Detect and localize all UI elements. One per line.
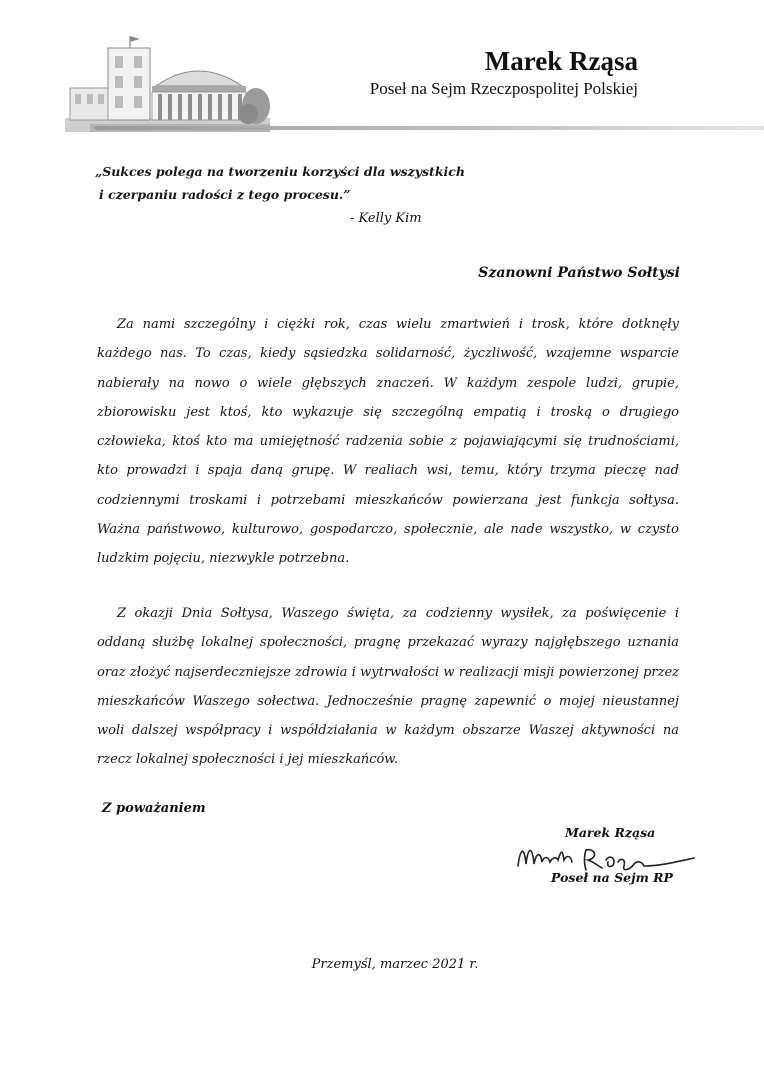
quote-line-2: i czerpaniu radości z tego procesu.” <box>99 187 351 202</box>
paragraph-1-text: Za nami szczególny i ciężki rok, czas wielu zmartwień i trosk, które dotknęły każdego nas. To czas, kiedy sąsiedzka solidarność, życzliwość, wzajemne wsparcie nabierały na nowo o wiele głębszych znaczeń. W każdym zespole ludzi, grupie, zbiorowisku jest ktoś, kto wykazuje się szczególną empatią i troską o drugiego człowieka, ktoś kto ma umiejętność radzenia sobie z pojawiającymi się trudnościami, kto prowadzi i spaja daną grupę. W realiach wsi, temu, który trzyma pieczę nad codziennymi troskami i potrzebami mieszkańców powierzana jest funkcja sołtysa. Ważna państwowo, kulturowo, gospodarczo, społecznie, ale nade wszystko, w czysto ludzkim pojęciu, niezwykle potrzebna. <box>97 317 679 567</box>
salutation: Szanowni Państwo Sołtysi <box>478 265 680 281</box>
letterhead-rule <box>95 126 764 130</box>
signatory-role: Poseł na Sejm RP <box>551 870 673 885</box>
place-and-date: Przemyśl, marzec 2021 r. <box>311 957 479 972</box>
closing-phrase: Z poważaniem <box>102 801 206 816</box>
epigraph-quote <box>95 160 495 206</box>
body-paragraph-1 <box>97 310 679 574</box>
quote-author: - Kelly Kim <box>350 211 422 226</box>
body-paragraph-2 <box>97 599 679 775</box>
letterhead <box>0 0 764 140</box>
author-name: Marek Rząsa <box>484 46 638 76</box>
quote-line-1: „Sukces polega na tworzeniu korzyści dla wszystkich <box>95 164 465 179</box>
signatory-name: Marek Rząsa <box>565 825 656 840</box>
paragraph-2-text: Z okazji Dnia Sołtysa, Waszego święta, za codzienny wysiłek, za poświęcenie i oddaną służbę lokalnej społeczności, pragnę przekazać wyrazy najgłębszego uznania oraz złożyć najserdeczniejsze zdrowia i wytrwałości w realizacji misji powierzonej przez mieszkańców Waszego sołectwa. Jednocześnie pragnę zapewnić o mojej nieustannej woli dalszej współpracy i współdziałania w każdym obszarze Waszej aktywności na rzecz lokalnej społeczności i jej mieszkańców. <box>97 606 679 768</box>
author-title: Poseł na Sejm Rzeczpospolitej Polskiej <box>369 79 638 98</box>
